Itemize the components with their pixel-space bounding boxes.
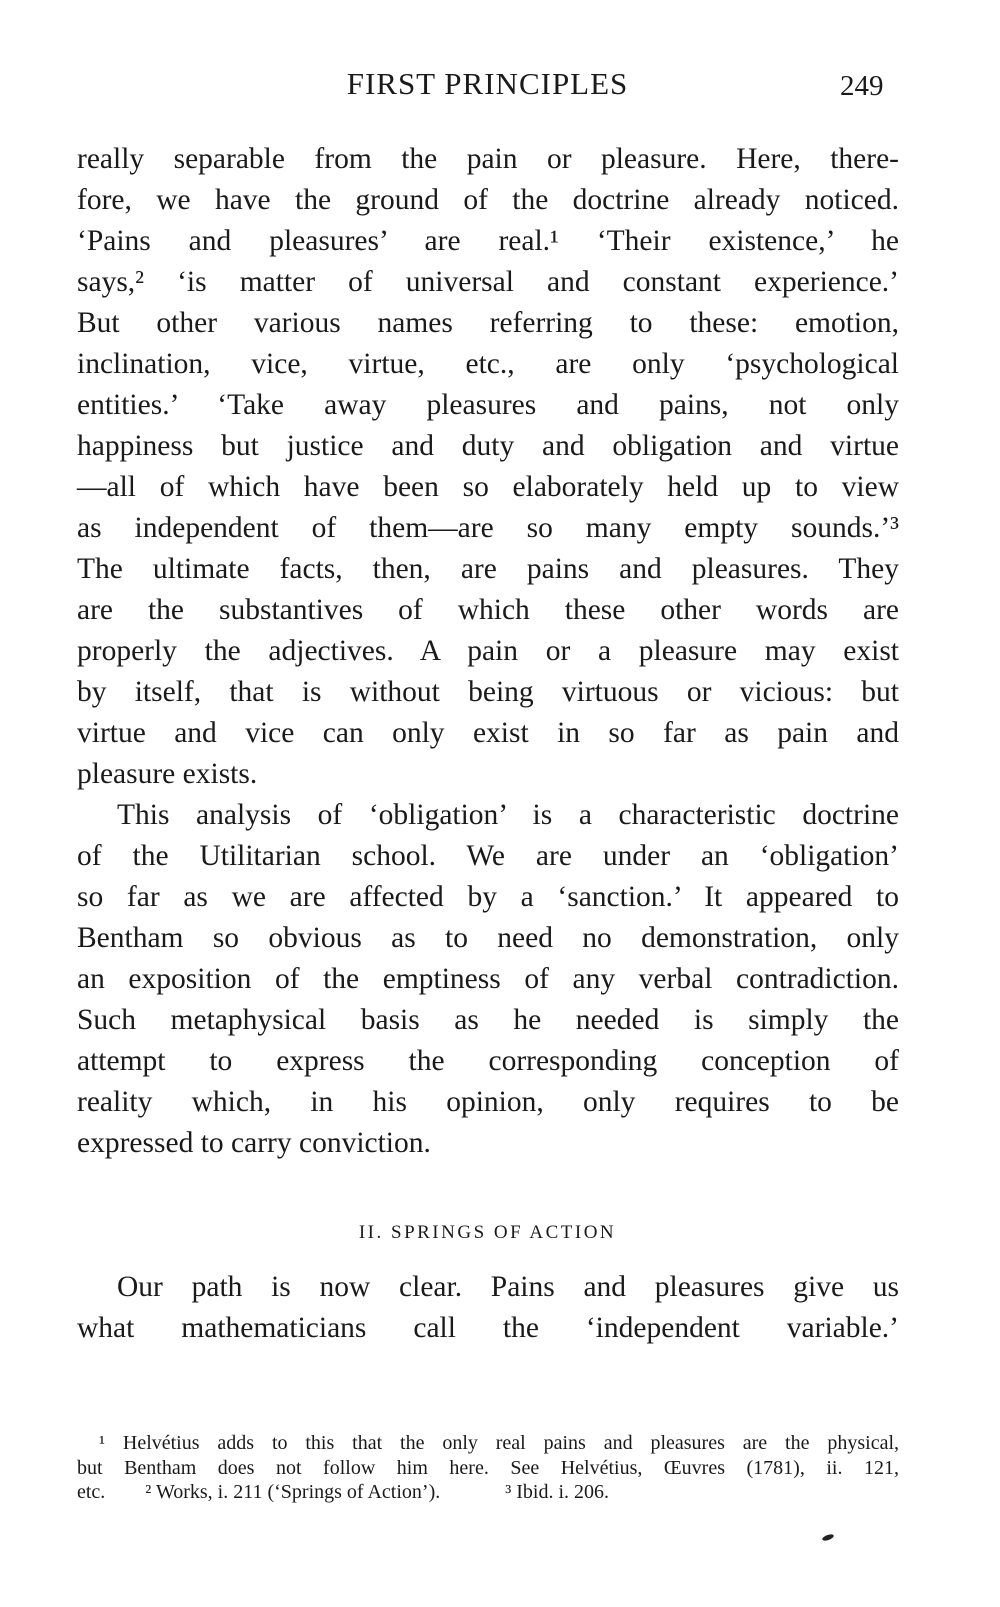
footnote-line: etc. ² Works, i. 211 (‘Springs of Action’). ³ Ibid. i. 206. (77, 1481, 610, 1503)
text-line: reality which, in his opinion, only requires to be (77, 1086, 899, 1118)
text-line: properly the adjectives. A pain or a pleasure may exist (77, 635, 899, 667)
footnotes (77, 1431, 899, 1505)
text-line: an exposition of the emptiness of any verbal contradiction. (77, 963, 899, 995)
text-line: of the Utilitarian school. We are under an ‘obligation’ (77, 840, 899, 872)
text-line: This analysis of ‘obligation’ is a characteristic doctrine (117, 799, 899, 831)
page-number: 249 (840, 70, 884, 102)
text-line: fore, we have the ground of the doctrine already noticed. (77, 184, 899, 216)
text-line: what mathematicians call the ‘independent variable.’ (77, 1312, 899, 1344)
text-line: —all of which have been so elaborately held up to view (77, 471, 899, 503)
text-line: really separable from the pain or pleasure. Here, there- (77, 143, 899, 175)
text-line: But other various names referring to these: emotion, (77, 307, 899, 339)
text-line: are the substantives of which these other words are (77, 594, 899, 626)
text-line: happiness but justice and duty and obligation and virtue (77, 430, 899, 462)
text-line: ‘Pains and pleasures’ are real.¹ ‘Their existence,’ he (77, 225, 899, 257)
text-line: expressed to carry conviction. (77, 1127, 431, 1159)
text-line: pleasure exists. (77, 758, 258, 790)
footnote-line: ¹ Helvétius adds to this that the only real pains and pleasures are the physical, (99, 1432, 899, 1454)
paragraph-3 (77, 1267, 899, 1349)
ink-mark (822, 1533, 835, 1542)
text-line: Our path is now clear. Pains and pleasures give us (117, 1271, 899, 1303)
text-line: inclination, vice, virtue, etc., are only ‘psychological (77, 348, 899, 380)
text-line: as independent of them—are so many empty sounds.’³ (77, 512, 899, 544)
text-line: by itself, that is without being virtuous or vicious: but (77, 676, 899, 708)
text-line: so far as we are affected by a ‘sanction.’ It appeared to (77, 881, 899, 913)
section-heading: II. SPRINGS OF ACTION (358, 1222, 617, 1243)
text-line: entities.’ ‘Take away pleasures and pains, not only (77, 389, 899, 421)
text-line: Such metaphysical basis as he needed is simply the (77, 1004, 899, 1036)
text-line: Bentham so obvious as to need no demonstration, only (77, 922, 899, 954)
footnote-line: but Bentham does not follow him here. See Helvétius, Œuvres (1781), ii. 121, (77, 1456, 899, 1479)
running-title: FIRST PRINCIPLES (346, 66, 629, 101)
paragraph-1 (77, 139, 899, 795)
text-line: virtue and vice can only exist in so far as pain and (77, 717, 899, 749)
text-line: attempt to express the corresponding conception of (77, 1045, 899, 1077)
text-line: The ultimate facts, then, are pains and pleasures. They (77, 553, 899, 585)
paragraph-2 (77, 795, 899, 1164)
text-line: says,² ‘is matter of universal and constant experience.’ (77, 266, 899, 298)
